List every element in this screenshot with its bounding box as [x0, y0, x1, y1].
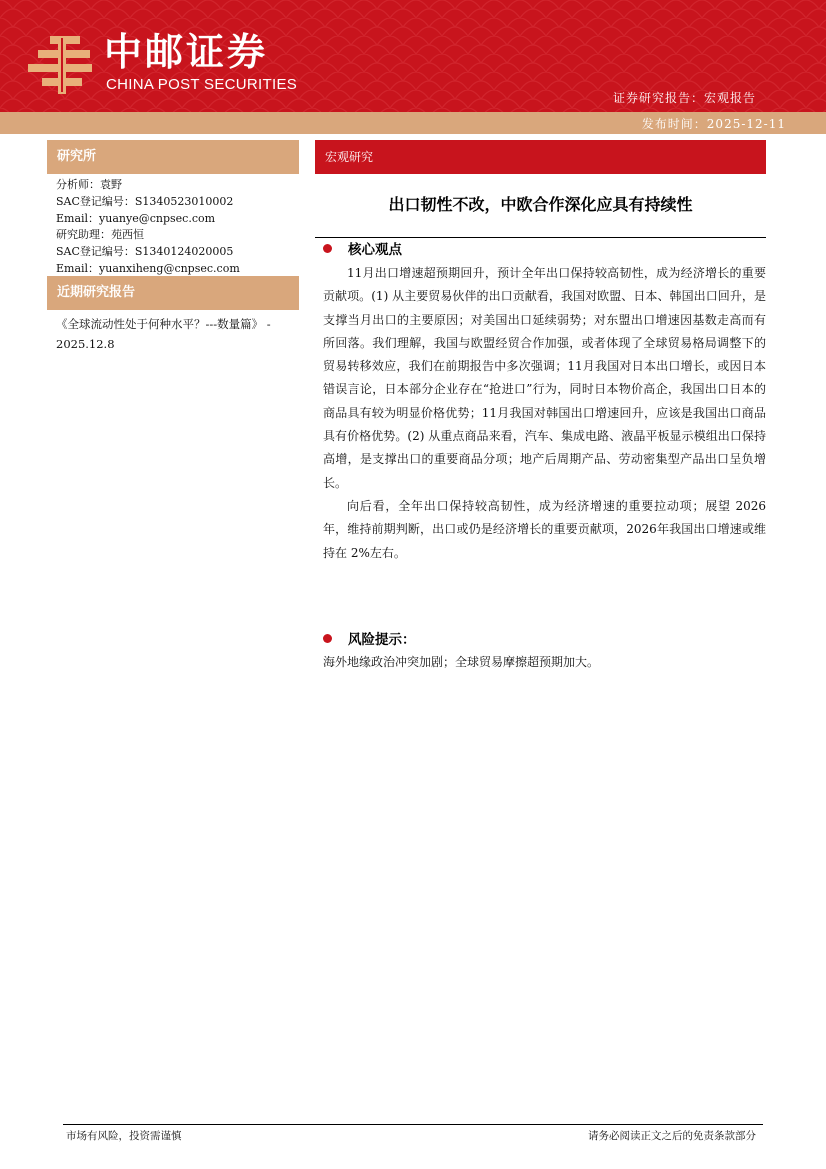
brand-name-en: CHINA POST SECURITIES	[106, 76, 298, 93]
bullet-dot-icon	[323, 634, 332, 643]
analyst-sac-number: SAC登记编号：S1340523010002	[56, 194, 234, 208]
recent-report-item: 《全球流动性处于何种水平？---数量篇》 - 2025.12.8	[56, 317, 271, 351]
core-view-heading	[323, 241, 402, 259]
institute-heading: 研究所	[47, 140, 299, 174]
analyst-email: Email：yuanye@cnpsec.com	[56, 211, 216, 225]
title-divider	[315, 237, 766, 238]
bullet-dot-icon	[323, 244, 332, 253]
brand-name-cn: 中邮证券	[104, 30, 269, 74]
core-view-body	[323, 262, 766, 565]
assistant-sac-number: SAC登记编号：S1340124020005	[56, 245, 234, 259]
header-banner	[0, 0, 826, 112]
assistant-name: 研究助理：苑西恒	[56, 228, 144, 242]
risk-heading-text: 风险提示：	[348, 632, 416, 648]
core-paragraph: 向后看，全年出口保持较高韧性，成为经济增速的重要拉动项；展望 2026 年，维持前期判断，出口或仍是经济增长的重要贡献项，2026年我国出口增速或维持在 2%左右。	[323, 498, 766, 560]
recent-reports-heading: 近期研究报告	[47, 276, 299, 310]
risk-heading	[323, 631, 416, 649]
risk-body: 海外地缘政治冲突加剧；全球贸易摩擦超预期加大。	[323, 655, 600, 669]
core-view-heading-text: 核心观点	[348, 242, 402, 258]
footer-divider	[63, 1124, 763, 1125]
china-post-logo-icon	[28, 36, 96, 94]
report-title: 出口韧性不改，中欧合作深化应具有持续性	[388, 195, 693, 214]
report-type-label: 证券研究报告：宏观报告	[612, 91, 756, 105]
publish-date: 发布时间：2025-12-11	[641, 117, 786, 131]
footer-risk-notice: 市场有风险，投资需谨慎	[66, 1130, 182, 1142]
analyst-info	[56, 177, 300, 278]
footer-disclaimer-notice: 请务必阅读正文之后的免责条款部分	[588, 1130, 756, 1142]
section-label: 宏观研究	[315, 140, 766, 174]
assistant-email: Email：yuanxiheng@cnpsec.com	[56, 261, 240, 275]
core-paragraph: 11月出口增速超预期回升，预计全年出口保持较高韧性，成为经济增长的重要贡献项。(1) 从主要贸易伙伴的出口贡献看，我国对欧盟、日本、韩国出口回升，是支撑当月出口的主要原因；对美国出口延续弱势；对东盟出口增速因基数走高而有所回落。我们理解，我国与欧盟经贸合作加强，或者体现了全球贸易格局调整下的贸易转移效应，我们在前期报告中多次强调；11月我国对日本出口增长，或因日本错误言论，日本部分企业存在“抢进口”行为，同时日本物价高企，我国出口日本的商品具有较为明显价格优势；11月我国对韩国出口增速回升，应该是我国出口商品具有价格优势。(2) 从重点商品来看，汽车、集成电路、液晶平板显示模组出口保持高增，是支撑出口的重要商品分项；地产后周期产品、劳动密集型产品出口呈负增长。	[323, 266, 766, 490]
analyst-name: 分析师：袁野	[56, 178, 122, 191]
